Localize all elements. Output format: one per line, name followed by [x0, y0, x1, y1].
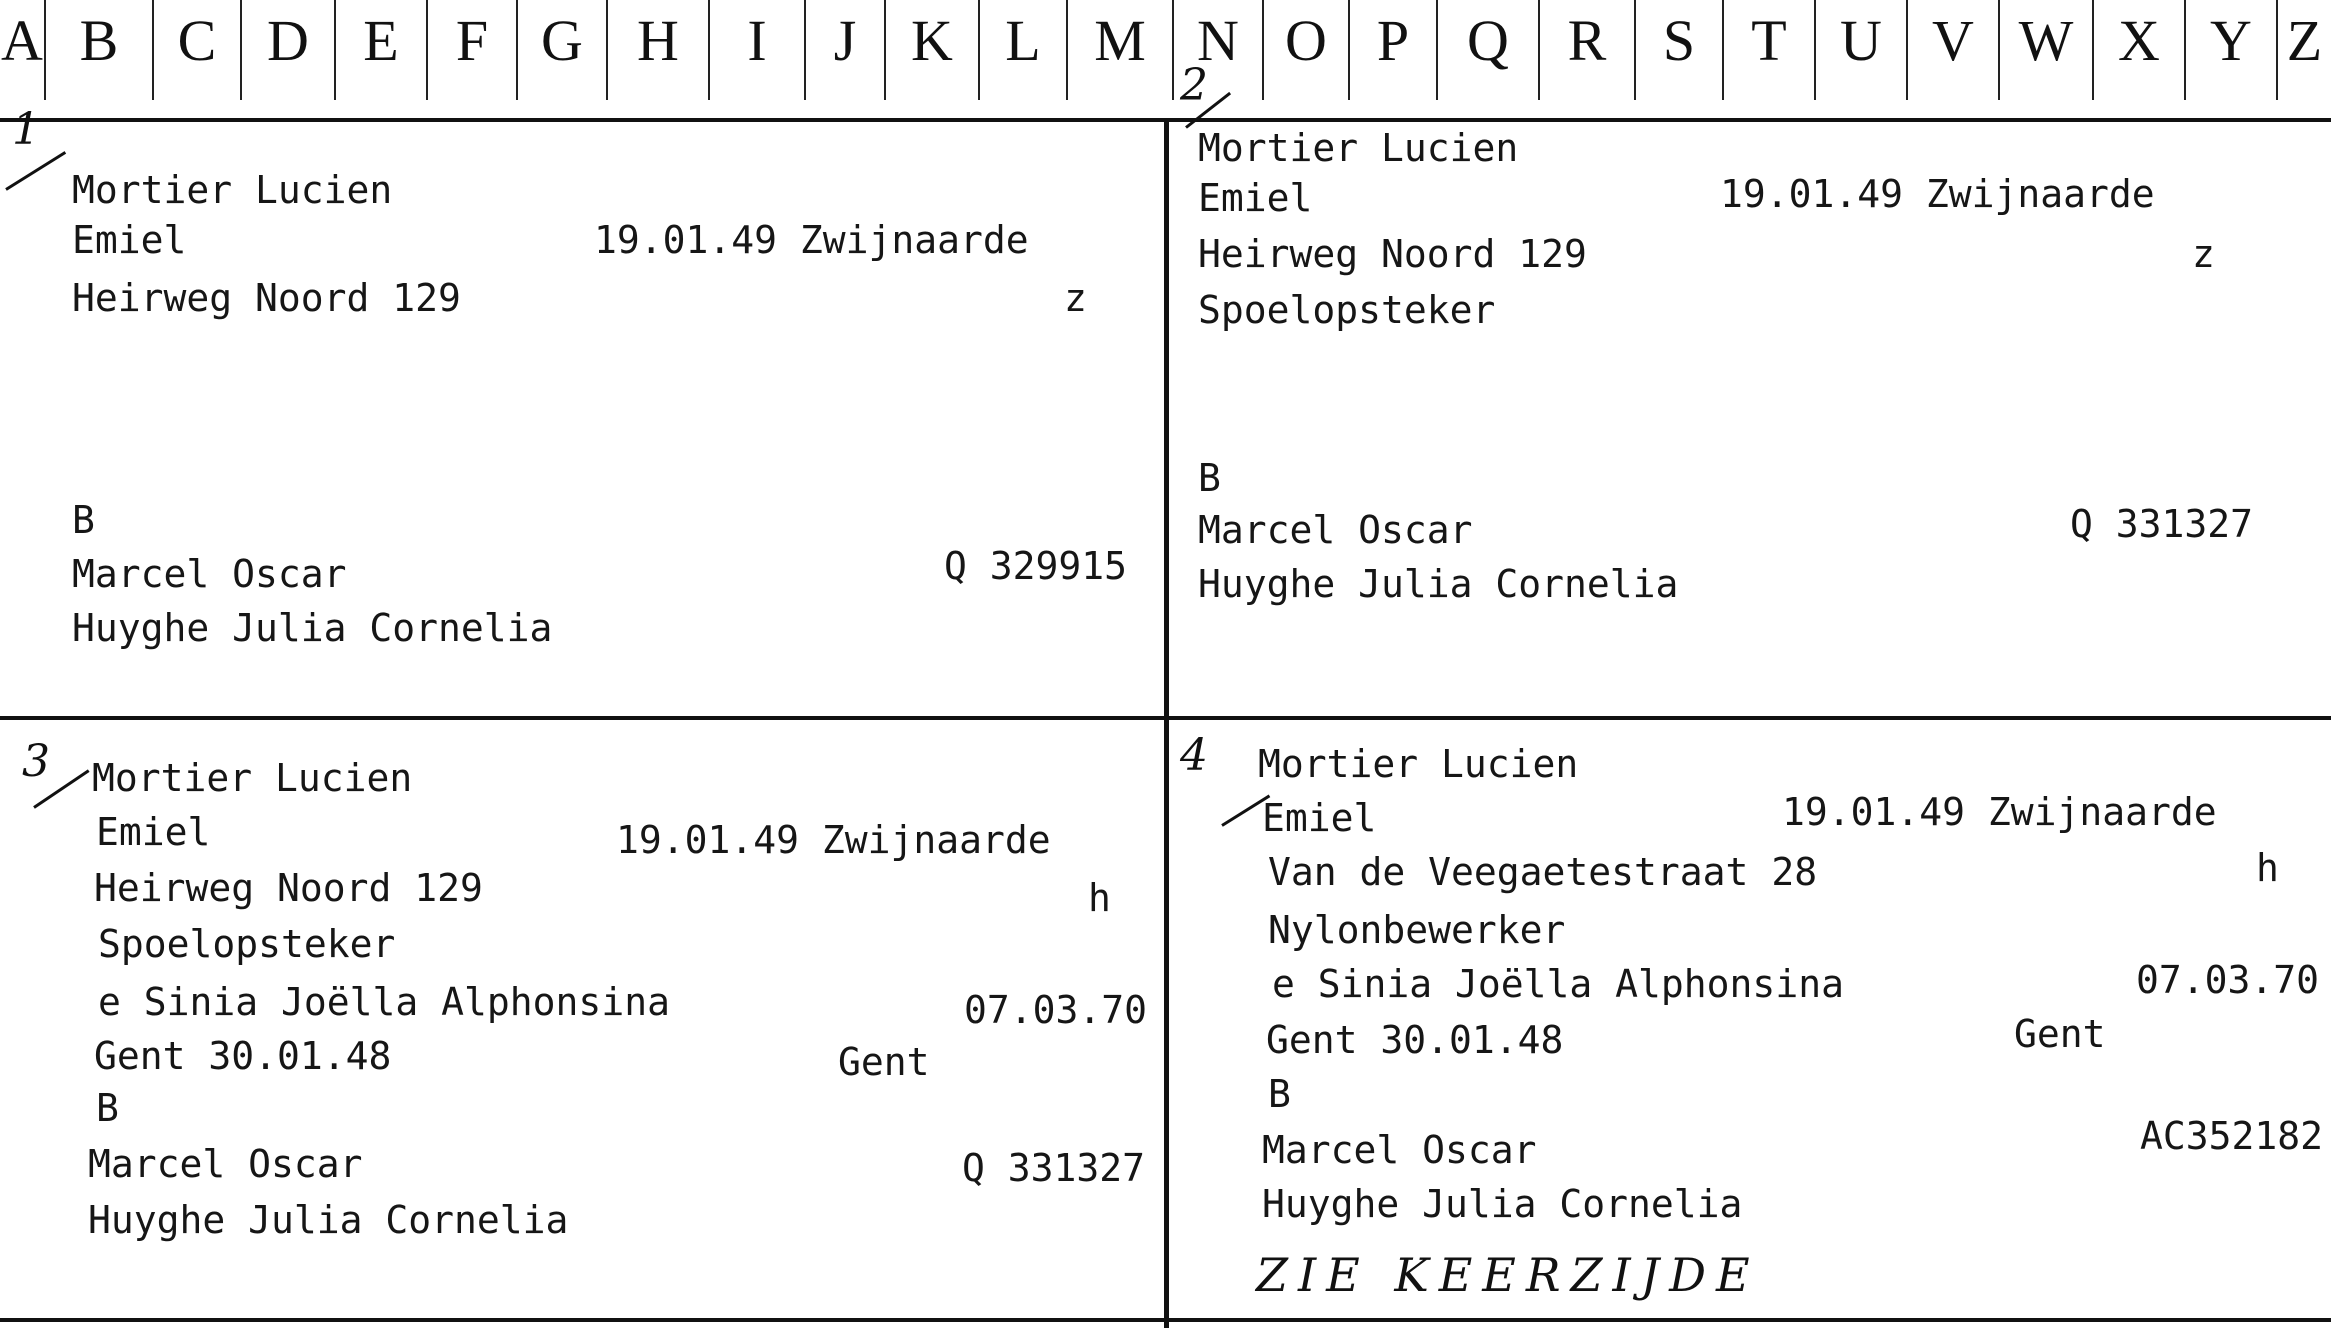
index-letter-o: O [1285, 8, 1327, 73]
parent-code: B [1268, 1072, 1291, 1116]
index-letter-a: A [1, 8, 43, 73]
reference-number: Q 329915 [944, 544, 1128, 588]
index-letter-n: N [1197, 8, 1239, 73]
mother-name: Huyghe Julia Cornelia [88, 1198, 569, 1242]
birth-info: 19.01.49 Zwijnaarde [594, 218, 1029, 262]
parent-code: B [96, 1086, 119, 1130]
mother-name: Huyghe Julia Cornelia [72, 606, 553, 650]
index-letter-l: L [1005, 8, 1041, 73]
spouse-name: e Sinia Joëlla Alphonsina [1272, 962, 1844, 1006]
check-mark [5, 151, 66, 191]
reference-number: Q 331327 [2070, 502, 2254, 546]
address: Heirweg Noord 129 [94, 866, 483, 910]
index-letter-e: E [363, 8, 399, 73]
index-letter-k: K [911, 8, 953, 73]
card-number: 4 [1180, 730, 1208, 781]
status-code: h [2256, 846, 2279, 890]
index-letter-q: Q [1467, 8, 1509, 73]
address: Heirweg Noord 129 [72, 276, 461, 320]
spouse-birth: Gent 30.01.48 [94, 1034, 392, 1078]
status-code: z [2192, 232, 2215, 276]
address: Heirweg Noord 129 [1198, 232, 1587, 276]
index-letter-r: R [1567, 8, 1607, 73]
index-letter-h: H [637, 8, 679, 73]
birth-info: 19.01.49 Zwijnaarde [616, 818, 1051, 862]
card-number: 3 [22, 736, 50, 787]
index-letter-d: D [267, 8, 309, 73]
father-name: Marcel Oscar [88, 1142, 363, 1186]
mother-name: Huyghe Julia Cornelia [1262, 1182, 1743, 1226]
index-letter-c: C [177, 8, 217, 73]
index-letter-g: G [541, 8, 583, 73]
index-letter-j: J [833, 8, 857, 73]
index-letter-s: S [1662, 8, 1696, 73]
birth-info: 19.01.49 Zwijnaarde [1782, 790, 2217, 834]
marriage-date: 07.03.70 [964, 988, 1148, 1032]
alphabet-index-strip [0, 0, 2331, 122]
parent-code: B [1198, 456, 1221, 500]
spouse-name: e Sinia Joëlla Alphonsina [98, 980, 670, 1024]
index-letter-p: P [1376, 8, 1410, 73]
center-divider [1164, 118, 1169, 1328]
father-name: Marcel Oscar [1262, 1128, 1537, 1172]
bottom-divider [0, 1318, 2331, 1322]
first-name: Emiel [1198, 176, 1313, 220]
parent-code: B [72, 498, 95, 542]
father-name: Marcel Oscar [1198, 508, 1473, 552]
marriage-date: 07.03.70 [2136, 958, 2320, 1002]
index-letter-w: W [2018, 8, 2074, 73]
index-letter-m: M [1094, 8, 1146, 73]
status-code: h [1088, 876, 1111, 920]
spouse-birth: Gent 30.01.48 [1266, 1018, 1564, 1062]
index-letter-u: U [1840, 8, 1882, 73]
address: Van de Veegaetestraat 28 [1268, 850, 1818, 894]
reference-number: Q 331327 [962, 1146, 1146, 1190]
index-letter-x: X [2118, 8, 2160, 73]
index-letter-b: B [79, 8, 119, 73]
marriage-place: Gent [838, 1040, 930, 1084]
handwritten-note: ZIE KEERZIJDE [1256, 1248, 1760, 1302]
first-name: Emiel [96, 810, 211, 854]
birth-info: 19.01.49 Zwijnaarde [1720, 172, 2155, 216]
person-name: Mortier Lucien [72, 168, 393, 212]
first-name: Emiel [72, 218, 187, 262]
mother-name: Huyghe Julia Cornelia [1198, 562, 1679, 606]
index-letter-i: I [747, 8, 767, 73]
occupation: Nylonbewerker [1268, 908, 1566, 952]
index-letter-f: F [455, 8, 489, 73]
person-name: Mortier Lucien [92, 756, 413, 800]
index-letter-v: V [1932, 8, 1974, 73]
reference-number: AC352182 [2140, 1114, 2324, 1158]
middle-divider [0, 716, 2331, 720]
person-name: Mortier Lucien [1198, 126, 1519, 170]
status-code: z [1064, 276, 1087, 320]
marriage-place: Gent [2014, 1012, 2106, 1056]
first-name: Emiel [1262, 796, 1377, 840]
person-name: Mortier Lucien [1258, 742, 1579, 786]
occupation: Spoelopsteker [98, 922, 396, 966]
father-name: Marcel Oscar [72, 552, 347, 596]
card-number: 2 [1180, 60, 1208, 111]
occupation: Spoelopsteker [1198, 288, 1496, 332]
index-letter-y: Y [2210, 8, 2252, 73]
index-letter-t: T [1751, 8, 1787, 73]
card-number: 1 [12, 104, 40, 155]
index-letter-z: Z [2286, 8, 2323, 73]
